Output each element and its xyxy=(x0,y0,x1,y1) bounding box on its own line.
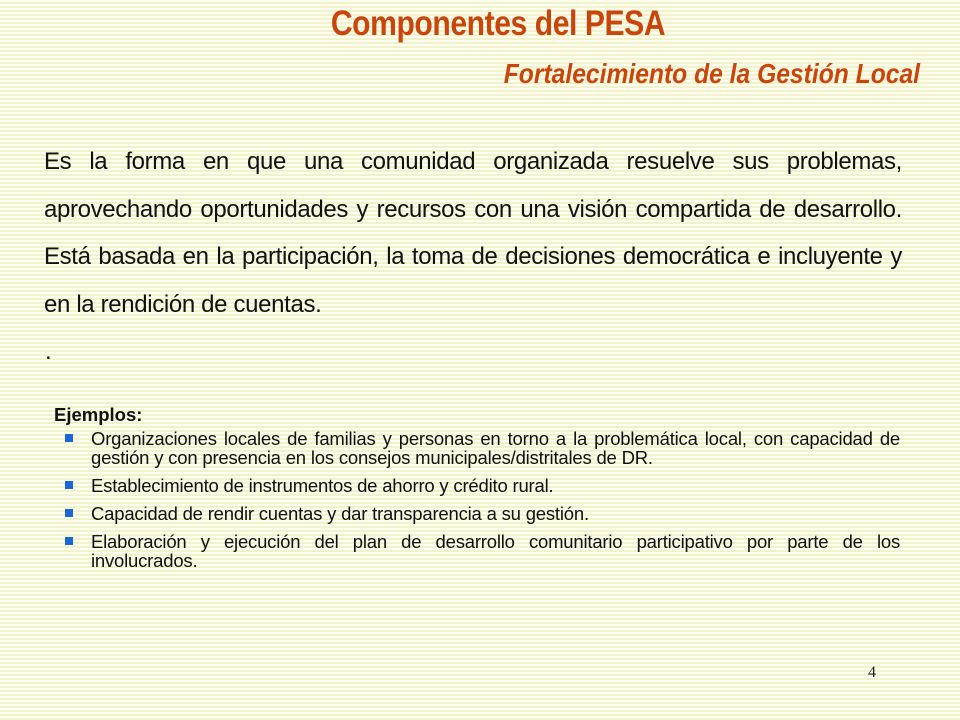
examples-list xyxy=(54,429,900,570)
slide-title: Componentes del PESA xyxy=(330,4,666,43)
page-number: 4 xyxy=(868,664,876,681)
list-item-text: Organizaciones locales de familias y personas en torno a la problemática local, con capacidad de gestión y con presencia en los consejos municipales/distritales de DR. xyxy=(91,428,900,468)
list-item-text: Elaboración y ejecución del plan de desarrollo comunitario participativo por parte de los involucrados. xyxy=(91,531,900,571)
square-bullet-icon xyxy=(65,537,73,545)
list-item xyxy=(54,532,900,570)
intro-paragraph: Es la forma en que una comunidad organizada resuelve sus problemas, aprovechando oportunidades y recursos con una visión compartida de desarrollo. Está basada en la participación, la toma de decisiones democrática e incluyente y en la rendición de cuentas. xyxy=(44,148,902,318)
examples-section xyxy=(54,404,900,579)
list-item-text: Capacidad de rendir cuentas y dar transparencia a su gestión. xyxy=(91,503,589,524)
square-bullet-icon xyxy=(65,509,73,517)
list-item-text: Establecimiento de instrumentos de ahorro y crédito rural. xyxy=(91,475,554,496)
square-bullet-icon xyxy=(65,481,73,489)
list-item xyxy=(54,476,900,495)
list-item xyxy=(54,504,900,523)
stray-dot: . xyxy=(45,338,52,365)
examples-heading: Ejemplos: xyxy=(54,404,143,425)
square-bullet-icon xyxy=(65,434,73,442)
slide-subtitle: Fortalecimiento de la Gestión Local xyxy=(503,58,920,89)
list-item xyxy=(54,429,900,467)
